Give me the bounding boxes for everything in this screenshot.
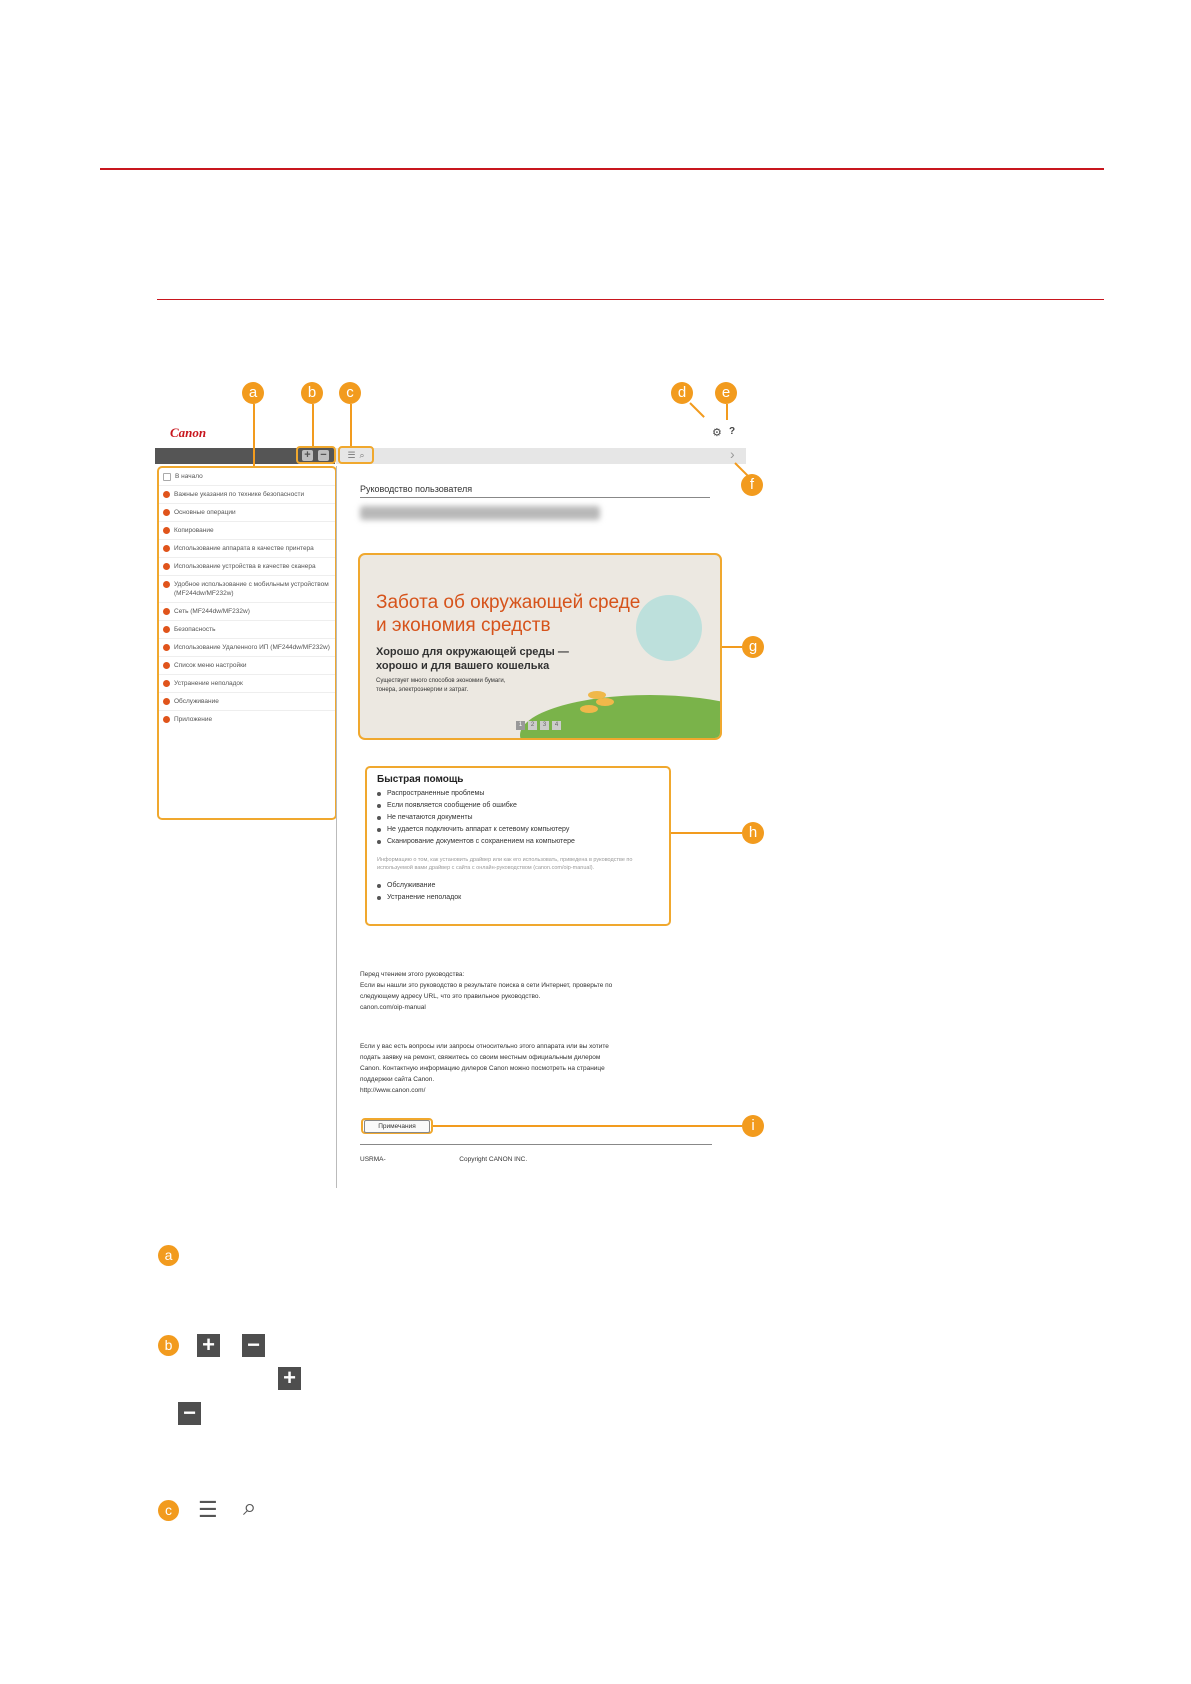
callout-e-leader xyxy=(726,404,728,420)
sidebar-item[interactable]: Список меню настройки xyxy=(159,657,335,675)
sidebar-item[interactable]: Сеть (MF244dw/MF232w) xyxy=(159,603,335,621)
toc-search-highlight xyxy=(338,446,374,464)
legend-c-badge: c xyxy=(158,1500,179,1521)
sidebar-item[interactable]: Безопасность xyxy=(159,621,335,639)
sidebar-item[interactable]: Приложение xyxy=(159,711,335,728)
legend-b-badge: b xyxy=(158,1335,179,1356)
bullet-icon xyxy=(163,716,170,723)
minus-icon: − xyxy=(242,1334,265,1357)
footer: USRMA- Copyright CANON INC. xyxy=(360,1156,528,1163)
sidebar-item[interactable]: Использование Удаленного ИП (MF244dw/MF232w) xyxy=(159,639,335,657)
callout-i-badge: i xyxy=(742,1115,764,1137)
callout-a-badge: a xyxy=(242,382,264,404)
quick-help-title: Быстрая помощь xyxy=(377,774,464,785)
toolbar-bar xyxy=(336,448,746,464)
section-rule xyxy=(157,299,1104,300)
callout-f-badge: f xyxy=(741,474,763,496)
plus-icon: + xyxy=(278,1367,301,1390)
sidebar-item[interactable]: Важные указания по технике безопасности xyxy=(159,486,335,504)
minus-icon[interactable]: − xyxy=(318,450,329,461)
callout-f-leader xyxy=(734,462,748,476)
plus-icon: + xyxy=(197,1334,220,1357)
bullet-icon xyxy=(163,698,170,705)
lightbulb-graphic xyxy=(636,595,702,661)
sidebar-item[interactable]: Обслуживание xyxy=(159,693,335,711)
content-divider xyxy=(336,466,337,1188)
coin-graphic xyxy=(588,691,606,699)
quick-help-link[interactable]: Сканирование документов с сохранением на компьютере xyxy=(377,836,659,848)
list-icon: ☰ xyxy=(198,1497,218,1522)
sidebar-item[interactable]: Использование устройства в качестве сканера xyxy=(159,558,335,576)
before-reading-text: Перед чтением этого руководства: Если вы нашли это руководство в результате поиска в сети Интернет, проверьте по следующему адресу URL, что это правильное руководство. canon.com/oip-manual xyxy=(360,969,710,1013)
callout-b-leader xyxy=(312,404,314,446)
search-icon[interactable]: ⌕ xyxy=(359,449,365,460)
quick-help-link[interactable]: Не печатаются документы xyxy=(377,812,659,824)
canon-url-link[interactable]: http://www.canon.com/ xyxy=(360,1087,426,1094)
callout-i-leader xyxy=(433,1125,742,1127)
minus-icon: − xyxy=(178,1402,201,1425)
help-icon[interactable]: ? xyxy=(729,426,736,437)
bullet-icon xyxy=(163,608,170,615)
banner-subheading: Хорошо для окружающей среды — хорошо и для вашего кошелька xyxy=(376,646,569,672)
bullet-icon xyxy=(163,527,170,534)
gear-icon[interactable]: ⚙ xyxy=(712,427,722,439)
callout-a-leader xyxy=(253,404,255,466)
bullet-icon xyxy=(163,581,170,588)
quick-help-link[interactable]: Распространенные проблемы xyxy=(377,788,659,800)
sidebar-item[interactable]: Удобное использование с мобильным устройством (MF244dw/MF232w) xyxy=(159,576,335,603)
callout-e-badge: e xyxy=(715,382,737,404)
callout-d-badge: d xyxy=(671,382,693,404)
pager-dot[interactable]: 2 xyxy=(528,721,537,730)
bullet-icon xyxy=(163,509,170,516)
callout-g-leader xyxy=(722,646,742,648)
banner-pager[interactable] xyxy=(516,721,561,730)
hill-graphic xyxy=(520,695,722,740)
quick-help-note: Информацию о том, как установить драйвер или как его использовать, приведена в руководстве по используемой вами драйвер с сайта с онлайн-руководством (canon.com/oip-manual). xyxy=(377,857,633,871)
sidebar-item[interactable]: Копирование xyxy=(159,522,335,540)
coin-graphic xyxy=(580,705,598,713)
sidebar-item[interactable]: Использование аппарата в качестве принтера xyxy=(159,540,335,558)
callout-d-leader xyxy=(689,402,705,418)
sidebar-toc xyxy=(157,466,337,820)
bullet-icon xyxy=(163,491,170,498)
search-icon: ⌕ xyxy=(243,1494,257,1521)
quick-help-link[interactable]: Обслуживание xyxy=(377,880,659,892)
next-icon[interactable]: › xyxy=(730,446,735,462)
bullet-icon xyxy=(163,644,170,651)
sidebar-item[interactable]: Устранение неполадок xyxy=(159,675,335,693)
sidebar-item[interactable]: В начало xyxy=(159,468,335,486)
quick-help-link[interactable]: Устранение неполадок xyxy=(377,892,659,904)
callout-c-leader xyxy=(350,404,352,446)
bullet-icon xyxy=(163,680,170,687)
sidebar-item[interactable]: Основные операции xyxy=(159,504,335,522)
coin-graphic xyxy=(596,698,614,706)
banner-text: Существует много способов экономии бумаги, тонера, электроэнергии и затрат. xyxy=(376,678,506,693)
contact-text: Если у вас есть вопросы или запросы относительно этого аппарата или вы хотите подать заявку на ремонт, свяжитесь со своим местным официальным дилером Canon. Контактную информацию дилеров Canon можно посмотреть на странице поддержки сайта Canon. http://www.canon.com/ xyxy=(360,1041,710,1096)
pager-dot[interactable]: 4 xyxy=(552,721,561,730)
pager-dot[interactable]: 3 xyxy=(540,721,549,730)
model-name-blurred xyxy=(360,506,600,520)
callout-b-badge: b xyxy=(301,382,323,404)
bullet-icon xyxy=(163,662,170,669)
quick-help-link[interactable]: Не удается подключить аппарат к сетевому компьютеру xyxy=(377,824,659,836)
bullet-icon xyxy=(163,545,170,552)
notice-button[interactable]: Примечания xyxy=(364,1120,430,1133)
eco-banner[interactable] xyxy=(358,553,722,740)
quick-help-panel xyxy=(365,766,671,926)
bullet-icon xyxy=(163,563,170,570)
home-icon xyxy=(163,473,171,481)
bullet-icon xyxy=(163,626,170,633)
manual-url-link[interactable]: canon.com/oip-manual xyxy=(360,1004,426,1011)
footer-rule xyxy=(360,1144,712,1145)
callout-g-badge: g xyxy=(742,636,764,658)
quick-help-link[interactable]: Если появляется сообщение об ошибке xyxy=(377,800,659,812)
banner-heading: Забота об окружающей среде и экономия средств xyxy=(376,592,641,636)
page-title: Руководство пользователя xyxy=(360,484,710,498)
top-rule xyxy=(100,168,1104,170)
pager-dot[interactable]: 1 xyxy=(516,721,525,730)
legend-a-badge: a xyxy=(158,1245,179,1266)
list-icon[interactable]: ☰ xyxy=(347,449,356,460)
callout-h-badge: h xyxy=(742,822,764,844)
plus-icon[interactable]: + xyxy=(302,450,313,461)
canon-logo: Canon xyxy=(170,425,207,440)
callout-h-leader xyxy=(671,832,742,834)
callout-c-badge: c xyxy=(339,382,361,404)
